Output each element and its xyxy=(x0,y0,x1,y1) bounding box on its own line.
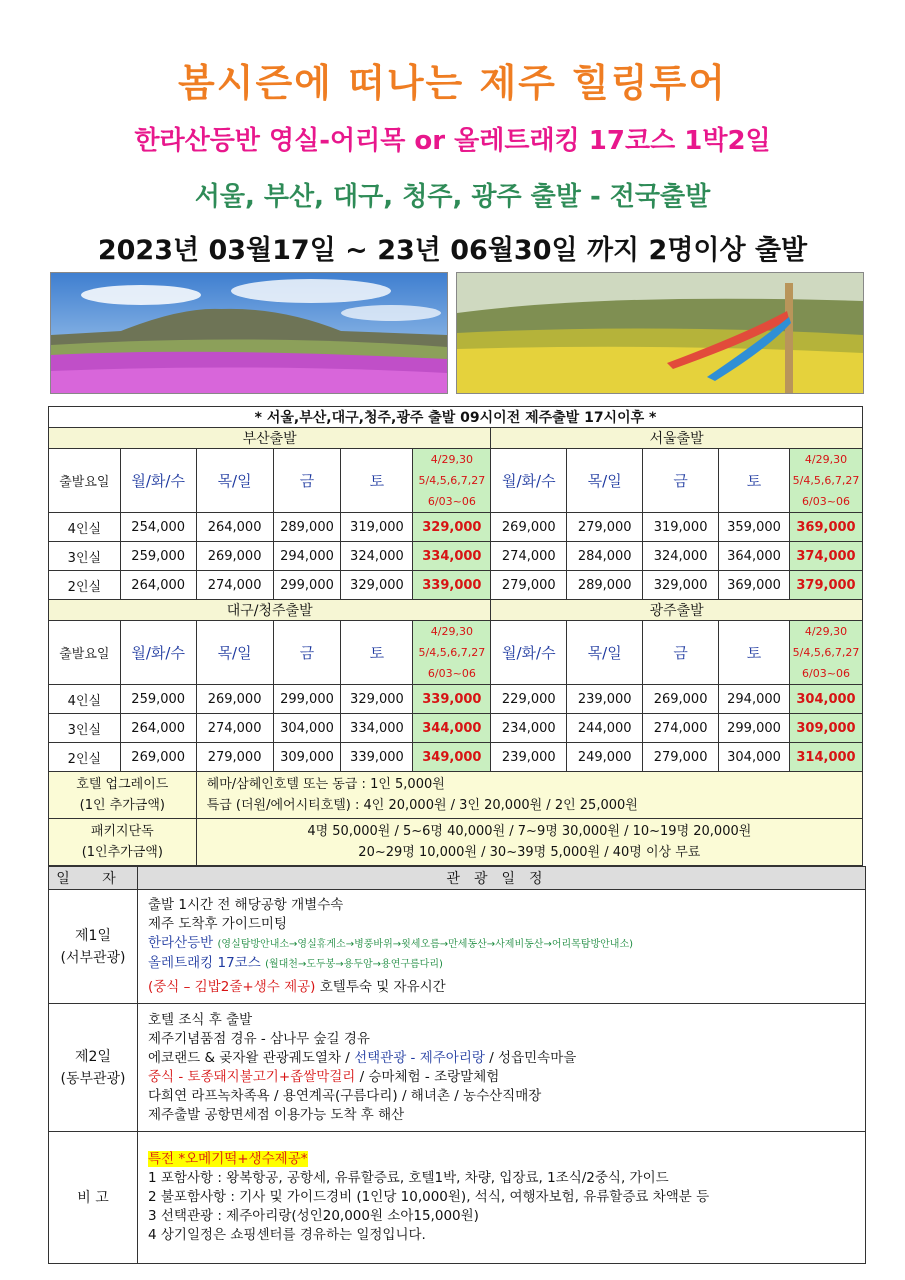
price-cell: 324,000 xyxy=(341,542,413,571)
peak-price: 304,000 xyxy=(789,685,862,714)
price-cell: 274,000 xyxy=(196,571,273,600)
row-header-label: 출발요일 xyxy=(49,449,121,513)
price-cell: 264,000 xyxy=(120,714,196,743)
price-cell: 239,000 xyxy=(491,743,567,772)
day-header: 목/일 xyxy=(567,621,643,685)
notes-label: 비 고 xyxy=(49,1132,138,1264)
price-cell: 304,000 xyxy=(719,743,790,772)
price-cell: 329,000 xyxy=(341,571,413,600)
price-cell: 239,000 xyxy=(567,685,643,714)
price-cell: 259,000 xyxy=(120,542,196,571)
day-header: 토 xyxy=(341,621,413,685)
price-cell: 299,000 xyxy=(273,571,341,600)
price-cell: 319,000 xyxy=(341,513,413,542)
day-header: 토 xyxy=(719,449,790,513)
day2-schedule: 호텔 조식 후 출발 제주기념품점 경유 - 삼나무 숲길 경유 에코랜드 & 곶자왈 관광궤도열차 / 선택관광 - 제주아리랑 / 성읍민속마을 중식 - 토종돼지불고기+좁쌀막걸리 / 승마체험 - 조랑말체험 다희연 라프녹차족욕 / 용연계곡(구름다리) / 해녀촌 / 농수산직매장 제주출발 공항면세점 이용가능 도착 후 해산 xyxy=(138,1004,866,1132)
price-cell: 304,000 xyxy=(273,714,341,743)
peak-price: 349,000 xyxy=(413,743,491,772)
day-header: 목/일 xyxy=(196,449,273,513)
peak-price: 374,000 xyxy=(789,542,862,571)
price-cell: 249,000 xyxy=(567,743,643,772)
peak-price: 309,000 xyxy=(789,714,862,743)
price-cell: 279,000 xyxy=(196,743,273,772)
day-header: 금 xyxy=(643,621,719,685)
price-cell: 269,000 xyxy=(196,685,273,714)
peak-dates-header: 4/29,30 5/4,5,6,7,27 6/03~06 xyxy=(413,621,491,685)
day1-schedule: 출발 1시간 전 해당공항 개별수속 제주 도착후 가이드미팅 한라산등반 (영실탐방안내소→영실휴게소→병풍바위→윗세오름→만세동산→사제비동산→어리목탐방안내소) 올레트래킹 17코스 (월대천→도두봉→용두암→용연구름다리) (중식 – 김밥2줄+생수 제공) 호텔투숙 및 자유시간 xyxy=(138,890,866,1004)
day-header: 월/화/수 xyxy=(491,449,567,513)
notes-content: 특전 *오메기떡+생수제공* 1 포함사항 : 왕복항공, 공항세, 유류할증료, 호텔1박, 차량, 입장료, 1조식/2중식, 가이드 2 불포함사항 : 기사 및 가이드경비 (1인당 10,000원), 석식, 여행자보험, 유류할증료 차액분 등 3 선택관광 : 제주아리랑(성인20,000원 소아15,000원) 4 상기일정은 쇼핑센터를 경유하는 일정입니다. xyxy=(138,1132,866,1264)
price-cell: 279,000 xyxy=(643,743,719,772)
price-cell: 299,000 xyxy=(719,714,790,743)
region-header: 서울출발 xyxy=(491,428,863,449)
price-cell: 289,000 xyxy=(273,513,341,542)
room-type-label: 2인실 xyxy=(49,571,121,600)
price-cell: 369,000 xyxy=(719,571,790,600)
package-solo-label: 패키지단독 (1인추가금액) xyxy=(49,819,197,866)
room-type-label: 2인실 xyxy=(49,743,121,772)
day2-label: 제2일 (동부관광) xyxy=(49,1004,138,1132)
price-cell: 289,000 xyxy=(567,571,643,600)
departure-time-banner: * 서울,부산,대구,청주,광주 출발 09시이전 제주출발 17시이후 * xyxy=(49,407,863,428)
price-cell: 284,000 xyxy=(567,542,643,571)
price-cell: 309,000 xyxy=(273,743,341,772)
room-type-label: 3인실 xyxy=(49,542,121,571)
room-type-label: 4인실 xyxy=(49,685,121,714)
peak-price: 339,000 xyxy=(413,571,491,600)
peak-price: 314,000 xyxy=(789,743,862,772)
peak-price: 334,000 xyxy=(413,542,491,571)
price-cell: 244,000 xyxy=(567,714,643,743)
day-header: 월/화/수 xyxy=(120,621,196,685)
room-type-label: 4인실 xyxy=(49,513,121,542)
row-header-label: 출발요일 xyxy=(49,621,121,685)
page-title: 봄시즌에 떠나는 제주 힐링투어 xyxy=(178,61,727,105)
price-cell: 339,000 xyxy=(341,743,413,772)
day-header: 금 xyxy=(273,621,341,685)
day-header: 월/화/수 xyxy=(491,621,567,685)
itinerary-header-day: 일 자 xyxy=(49,867,138,890)
day1-label: 제1일 (서부관광) xyxy=(49,890,138,1004)
itinerary-table xyxy=(48,866,866,1264)
package-solo-prices: 4명 50,000원 / 5~6명 40,000원 / 7~9명 30,000원 / 10~19명 20,000원 20~29명 10,000원 / 30~39명 5,000원 / 40명 이상 무료 xyxy=(196,819,862,866)
price-cell: 269,000 xyxy=(643,685,719,714)
price-cell: 364,000 xyxy=(719,542,790,571)
peak-dates-header: 4/29,30 5/4,5,6,7,27 6/03~06 xyxy=(789,449,862,513)
price-cell: 269,000 xyxy=(196,542,273,571)
peak-dates-header: 4/29,30 5/4,5,6,7,27 6/03~06 xyxy=(789,621,862,685)
price-cell: 274,000 xyxy=(491,542,567,571)
price-cell: 329,000 xyxy=(643,571,719,600)
price-table xyxy=(48,406,863,866)
hotel-upgrade-prices: 헤마/삼헤인호텔 또는 동급 : 1인 5,000원 특급 (더원/에어시티호텔) : 4인 20,000원 / 3인 20,000원 / 2인 25,000원 xyxy=(196,772,862,819)
room-type-label: 3인실 xyxy=(49,714,121,743)
price-cell: 254,000 xyxy=(120,513,196,542)
price-cell: 279,000 xyxy=(567,513,643,542)
photo-olle-trail xyxy=(456,272,864,394)
price-cell: 324,000 xyxy=(643,542,719,571)
price-cell: 294,000 xyxy=(273,542,341,571)
peak-price: 344,000 xyxy=(413,714,491,743)
price-cell: 269,000 xyxy=(491,513,567,542)
price-cell: 234,000 xyxy=(491,714,567,743)
price-cell: 294,000 xyxy=(719,685,790,714)
photo-hallasan-azalea xyxy=(50,272,448,394)
price-cell: 264,000 xyxy=(120,571,196,600)
peak-price: 339,000 xyxy=(413,685,491,714)
price-cell: 274,000 xyxy=(643,714,719,743)
special-benefit: 특전 *오메기떡+생수제공* xyxy=(148,1151,308,1167)
price-cell: 359,000 xyxy=(719,513,790,542)
day-header: 금 xyxy=(273,449,341,513)
region-header: 부산출발 xyxy=(49,428,491,449)
region-header: 대구/청주출발 xyxy=(49,600,491,621)
itinerary-header-plan: 관광일정 xyxy=(138,867,866,890)
departure-cities: 서울, 부산, 대구, 청주, 광주 출발 - 전국출발 xyxy=(194,182,711,212)
day-header: 토 xyxy=(341,449,413,513)
price-cell: 264,000 xyxy=(196,513,273,542)
price-cell: 274,000 xyxy=(196,714,273,743)
peak-price: 369,000 xyxy=(789,513,862,542)
day-header: 토 xyxy=(719,621,790,685)
price-cell: 319,000 xyxy=(643,513,719,542)
tour-subtitle: 한라산등반 영실-어리목 or 올레트래킹 17코스 1박2일 xyxy=(134,126,771,156)
day-header: 목/일 xyxy=(567,449,643,513)
peak-dates-header: 4/29,30 5/4,5,6,7,27 6/03~06 xyxy=(413,449,491,513)
day-header: 월/화/수 xyxy=(120,449,196,513)
hotel-upgrade-label: 호텔 업그레이드 (1인 추가금액) xyxy=(49,772,197,819)
price-cell: 299,000 xyxy=(273,685,341,714)
price-cell: 269,000 xyxy=(120,743,196,772)
price-cell: 259,000 xyxy=(120,685,196,714)
day-header: 목/일 xyxy=(196,621,273,685)
day-header: 금 xyxy=(643,449,719,513)
price-cell: 334,000 xyxy=(341,714,413,743)
region-header: 광주출발 xyxy=(491,600,863,621)
tour-period: 2023년 03월17일 ~ 23년 06월30일 까지 2명이상 출발 xyxy=(97,235,808,266)
price-cell: 279,000 xyxy=(491,571,567,600)
peak-price: 329,000 xyxy=(413,513,491,542)
peak-price: 379,000 xyxy=(789,571,862,600)
price-cell: 329,000 xyxy=(341,685,413,714)
price-cell: 229,000 xyxy=(491,685,567,714)
